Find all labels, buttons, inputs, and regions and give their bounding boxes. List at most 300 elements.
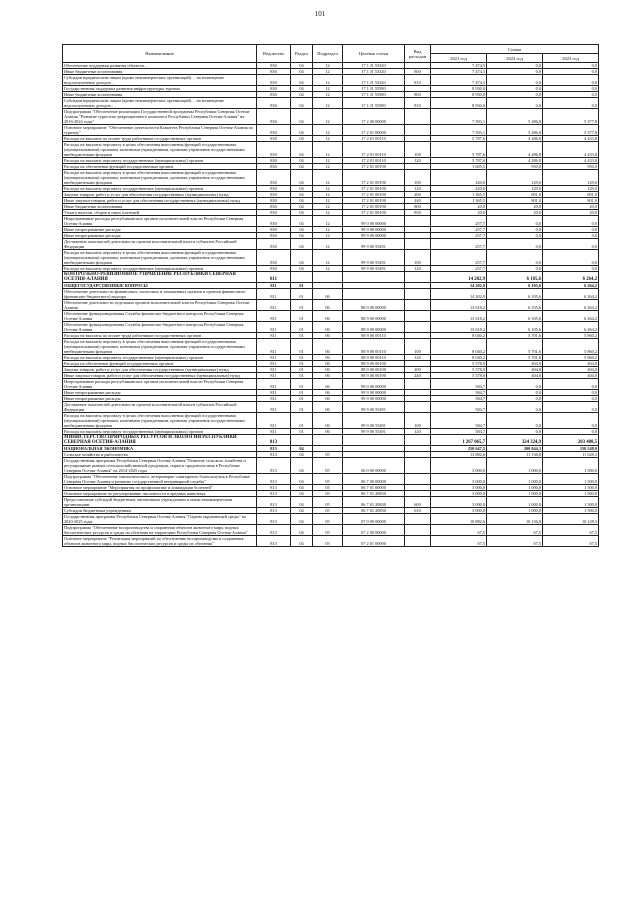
cell-amount-2: 6 105,6 [487, 283, 543, 289]
cell-amount-2: 200 044,3 [487, 446, 543, 452]
cell-podr: 05 [313, 525, 343, 536]
cell-name: Иные непрограммные расходы [63, 233, 257, 239]
cell-vr [405, 216, 431, 227]
table-row [63, 272, 599, 283]
cell-amount-1: 13 618,2 [431, 322, 487, 333]
cell-amount-1: 8 930,0 [431, 98, 487, 109]
cell-amount-1: 3 000,0 [431, 485, 487, 491]
cell-vr [405, 435, 431, 446]
cell-ved: 830 [257, 216, 291, 227]
cell-ved: 830 [257, 170, 291, 186]
cell-amount-1: 3 000,0 [431, 497, 487, 508]
cell-ved: 830 [257, 250, 291, 266]
cell-amount-3: 404,0 [543, 361, 599, 367]
cell-name: Государственная программа Республики Северная Осетия-Алания "Охрана окружающей среды" на 2020-2025 годы [63, 514, 257, 525]
cell-amount-2: 1 000,0 [487, 497, 543, 508]
cell-amount-2: 404,0 [487, 367, 543, 373]
cell-name: Иные бюджетные ассигнования [63, 92, 257, 98]
cell-name: Обеспечение поддержки развития объектов… [63, 63, 257, 69]
table-row [63, 300, 599, 311]
cell-vr [405, 311, 431, 322]
cell-vr: 120 [405, 355, 431, 361]
header-year-1: 2021 год [431, 54, 487, 63]
cell-name: Расходы на выплаты по оплате труда работников государственных органов [63, 136, 257, 142]
cell-vr: 100 [405, 413, 431, 429]
cell-vr [405, 379, 431, 390]
cell-vr: 240 [405, 198, 431, 204]
cell-amount-1: 5 787,6 [431, 136, 487, 142]
cell-razd: 04 [291, 452, 313, 458]
cell-amount-1: 1 605,5 [431, 164, 487, 170]
cell-cs: 17 2 00 00000 [343, 109, 405, 125]
cell-vr: 800 [405, 204, 431, 210]
cell-name: Субсидии юридическим лицам (кроме некоммерческих организаций)… на возмещение недополученных доходов… [63, 98, 257, 109]
cell-amount-3: 0,0 [543, 92, 599, 98]
cell-amount-3: 0,0 [543, 239, 599, 250]
cell-name: Субсидии бюджетным учреждениям [63, 508, 257, 514]
cell-ved: 813 [257, 491, 291, 497]
cell-podr: 12 [313, 158, 343, 164]
cell-ved: 811 [257, 390, 291, 396]
cell-vr: 200 [405, 192, 431, 198]
cell-amount-1: 584,7 [431, 396, 487, 402]
cell-ved: 813 [257, 446, 291, 452]
cell-amount-2: 6 105,6 [487, 289, 543, 300]
cell-amount-1: 5 578,0 [431, 361, 487, 367]
cell-ved: 811 [257, 361, 291, 367]
cell-vr: 600 [405, 497, 431, 508]
cell-amount-3: 0,0 [543, 413, 599, 429]
cell-ved: 813 [257, 514, 291, 525]
cell-cs: 17 2 01 00190 [343, 186, 405, 192]
cell-name: Иные непрограммные расходы [63, 390, 257, 396]
cell-name: Расходы на обеспечение функций государственных органов [63, 164, 257, 170]
cell-cs: 06 7 01 20830 [343, 508, 405, 514]
cell-amount-2: 5 286,8 [487, 125, 543, 136]
cell-amount-3: 1 500,0 [543, 474, 599, 485]
cell-amount-3: 0,0 [543, 250, 599, 266]
cell-cs: 06 0 00 00000 [343, 458, 405, 474]
header-podr: Подраздел [313, 45, 343, 63]
cell-podr: 12 [313, 125, 343, 136]
cell-ved: 830 [257, 204, 291, 210]
cell-razd: 04 [291, 198, 313, 204]
table-row [63, 536, 599, 547]
header-year-2: 2022 год [487, 54, 543, 63]
cell-podr: 12 [313, 210, 343, 216]
cell-amount-3: 6 264,2 [543, 311, 599, 322]
cell-cs: 07 2 00 00000 [343, 525, 405, 536]
cell-ved: 813 [257, 458, 291, 474]
cell-podr: 12 [313, 216, 343, 227]
cell-name: Основное мероприятие "Обеспечение деятельности Комитета Республики Северная Осетия-Алания по туризму" [63, 125, 257, 136]
cell-vr: 800 [405, 92, 431, 98]
cell-cs: 17 1 J1 55580 [343, 86, 405, 92]
cell-ved: 830 [257, 198, 291, 204]
cell-amount-2: 6 105,6 [487, 322, 543, 333]
header-razd: Раздел [291, 45, 313, 63]
cell-amount-3: 10 128,3 [543, 514, 599, 525]
table-row [63, 525, 599, 536]
cell-ved: 811 [257, 402, 291, 413]
cell-cs: 99 9 00 55491 [343, 239, 405, 250]
cell-amount-1: 7 474,5 [431, 63, 487, 69]
cell-amount-2: 0,0 [487, 86, 543, 92]
cell-amount-2: 6 105,6 [487, 311, 543, 322]
cell-amount-3: 0,0 [543, 396, 599, 402]
cell-amount-1: 13 618,2 [431, 300, 487, 311]
cell-amount-3: 67,5 [543, 525, 599, 536]
cell-name: Непрограммные расходы республиканских органов исполнительной власти Республики Северная Осетия-Алания [63, 216, 257, 227]
cell-razd: 04 [291, 458, 313, 474]
cell-name: Субсидии юридическим лицам (кроме некоммерческих организаций)… на возмещение недополученных доходов… [63, 75, 257, 86]
cell-amount-3: 404,0 [543, 367, 599, 373]
cell-amount-3: 5 377,8 [543, 109, 599, 125]
cell-amount-1: 5 787,6 [431, 142, 487, 158]
cell-cs: 17 1 J1 55580 [343, 92, 405, 98]
cell-name: Подпрограмма "Обеспечение реализации Государственной программы Республики Северная Осетия-Алания "Развитие туристско-рекреационного комплекса Республики Северная Осетия-Алания" на 2016-2024 годы" [63, 109, 257, 125]
cell-vr: 120 [405, 158, 431, 164]
cell-vr [405, 272, 431, 283]
cell-amount-1: 1 365,5 [431, 192, 487, 198]
cell-amount-1: 257,7 [431, 227, 487, 233]
cell-amount-1: 20,0 [431, 210, 487, 216]
cell-vr: 240 [405, 373, 431, 379]
cell-ved: 811 [257, 311, 291, 322]
cell-name: Достижение показателей деятельности органов исполнительной власти субъектов Российской Федерации [63, 239, 257, 250]
cell-razd: 01 [291, 355, 313, 361]
cell-ved: 830 [257, 109, 291, 125]
cell-amount-1: 5 578,0 [431, 373, 487, 379]
cell-amount-1: 250 647,5 [431, 446, 487, 452]
cell-amount-3: 11 628,3 [543, 452, 599, 458]
cell-amount-3: 1 500,0 [543, 458, 599, 474]
cell-amount-3: 404,0 [543, 373, 599, 379]
cell-amount-1: 257,7 [431, 216, 487, 227]
cell-amount-2: 4 286,8 [487, 136, 543, 142]
table-row [63, 322, 599, 333]
cell-cs [343, 272, 405, 283]
cell-amount-2: 0,0 [487, 239, 543, 250]
cell-vr [405, 239, 431, 250]
table-row [63, 435, 599, 446]
cell-cs: 17 1 J1 53320 [343, 75, 405, 86]
cell-amount-1: 7 474,5 [431, 69, 487, 75]
cell-amount-3: 6 264,2 [543, 272, 599, 283]
cell-razd: 01 [291, 413, 313, 429]
table-row [63, 289, 599, 300]
cell-amount-2: 801,0 [487, 198, 543, 204]
cell-podr: 06 [313, 289, 343, 300]
cell-razd: 04 [291, 125, 313, 136]
cell-vr: 100 [405, 339, 431, 355]
cell-cs: 17 1 J1 53320 [343, 69, 405, 75]
header-cs: Целевая статья [343, 45, 405, 63]
cell-podr: 12 [313, 227, 343, 233]
cell-podr: 06 [313, 367, 343, 373]
cell-vr: 200 [405, 367, 431, 373]
cell-ved: 811 [257, 322, 291, 333]
cell-ved: 811 [257, 429, 291, 435]
table-row [63, 413, 599, 429]
table-row [63, 379, 599, 390]
cell-amount-2: 0,0 [487, 390, 543, 396]
cell-amount-1: 3 000,0 [431, 474, 487, 485]
cell-podr: 12 [313, 69, 343, 75]
table-row [63, 98, 599, 109]
cell-ved: 830 [257, 98, 291, 109]
cell-amount-3: 1 500,0 [543, 485, 599, 491]
cell-ved: 830 [257, 125, 291, 136]
cell-podr: 06 [313, 373, 343, 379]
cell-cs: 88 9 00 00190 [343, 367, 405, 373]
cell-name: Непрограммные расходы республиканских органов исполнительной власти Республики Северная Осетия-Алания [63, 379, 257, 390]
cell-razd: 04 [291, 485, 313, 491]
cell-amount-3: 4 433,8 [543, 136, 599, 142]
cell-ved: 811 [257, 413, 291, 429]
cell-podr: 06 [313, 333, 343, 339]
cell-ved: 830 [257, 158, 291, 164]
cell-cs: 99 9 00 55491 [343, 266, 405, 272]
cell-name: Основное мероприятие "Реализация мероприятий по обеспечению воспроизводства и сохранения объектов животного мира, водных биологических ресурсов и среды их обитания" [63, 536, 257, 547]
cell-cs: 99 0 00 00000 [343, 379, 405, 390]
cell-amount-3: 1 500,0 [543, 491, 599, 497]
cell-amount-2: 129,0 [487, 170, 543, 186]
cell-name: Иные закупки товаров, работ и услуг для обеспечения государственных (муниципальных) нужд [63, 198, 257, 204]
cell-vr: 810 [405, 98, 431, 109]
cell-ved: 811 [257, 283, 291, 289]
cell-cs: 17 2 01 00190 [343, 210, 405, 216]
cell-amount-2: 20,0 [487, 204, 543, 210]
cell-amount-2: 6 105,6 [487, 272, 543, 283]
cell-amount-2: 0,0 [487, 69, 543, 75]
cell-cs: 06 7 00 00000 [343, 474, 405, 485]
cell-name: МИНИСТЕРСТВО ПРИРОДНЫХ РЕСУРСОВ И ЭКОЛОГИИ РЕСПУБЛИКИ СЕВЕРНАЯ ОСЕТИЯ-АЛАНИЯ [63, 435, 257, 446]
cell-amount-3: 5 860,2 [543, 339, 599, 355]
cell-name: Расходы на выплаты персоналу в целях обеспечения выполнения функций государственными (муниципальными) органами, казенными учреждениями, органами управления государственными внебюджетными фондами [63, 250, 257, 266]
cell-amount-2: 6 105,6 [487, 300, 543, 311]
cell-name: КОНТРОЛЬНО-РЕВИЗИОННОЕ УПРАВЛЕНИЕ РЕСПУБЛИКИ СЕВЕРНАЯ ОСЕТИЯ-АЛАНИЯ [63, 272, 257, 283]
cell-cs: 07 2 01 00000 [343, 536, 405, 547]
cell-podr: 06 [313, 396, 343, 402]
cell-name: Обеспечение деятельности финансовых, налоговых и таможенных органов и органов финансового (финансово-бюджетного) надзора [63, 289, 257, 300]
cell-cs: 99 9 00 55491 [343, 402, 405, 413]
table-row [63, 170, 599, 186]
cell-razd: 04 [291, 86, 313, 92]
cell-razd: 04 [291, 164, 313, 170]
cell-amount-1: 257,7 [431, 250, 487, 266]
cell-vr [405, 536, 431, 547]
cell-amount-2: 0,0 [487, 250, 543, 266]
cell-razd: 01 [291, 402, 313, 413]
cell-ved: 813 [257, 452, 291, 458]
cell-razd: 04 [291, 69, 313, 75]
cell-amount-3: 4 433,8 [543, 158, 599, 164]
cell-amount-1: 5 578,0 [431, 367, 487, 373]
cell-podr: 06 [313, 429, 343, 435]
cell-amount-2: 0,0 [487, 266, 543, 272]
table-header [63, 45, 599, 63]
page-number: 101 [314, 10, 326, 18]
cell-razd: 04 [291, 536, 313, 547]
cell-ved: 811 [257, 289, 291, 300]
cell-cs: 17 2 01 00000 [343, 125, 405, 136]
cell-podr: 06 [313, 413, 343, 429]
cell-razd [291, 272, 313, 283]
table-row [63, 458, 599, 474]
cell-ved: 830 [257, 239, 291, 250]
cell-amount-2: 5 286,8 [487, 109, 543, 125]
cell-amount-2: 0,0 [487, 216, 543, 227]
cell-amount-1: 13 882,6 [431, 452, 487, 458]
cell-razd: 04 [291, 233, 313, 239]
cell-amount-3: 0,0 [543, 429, 599, 435]
cell-razd: 01 [291, 311, 313, 322]
cell-amount-2: 0,0 [487, 63, 543, 69]
cell-cs: 88 9 00 00000 [343, 322, 405, 333]
cell-razd: 04 [291, 227, 313, 233]
cell-razd: 01 [291, 373, 313, 379]
cell-amount-3: 0,0 [543, 390, 599, 396]
cell-podr: 12 [313, 204, 343, 210]
cell-cs: 17 2 01 00110 [343, 158, 405, 164]
header-name: Наименование [63, 45, 257, 63]
cell-podr: 12 [313, 239, 343, 250]
table-row [63, 311, 599, 322]
cell-razd: 04 [291, 170, 313, 186]
cell-name: Расходы на выплаты по оплате труда работников государственных органов [63, 333, 257, 339]
cell-podr: 12 [313, 92, 343, 98]
cell-amount-3: 4 433,8 [543, 142, 599, 158]
cell-amount-2: 0,0 [487, 429, 543, 435]
cell-podr [313, 435, 343, 446]
cell-ved: 811 [257, 272, 291, 283]
table-body [63, 63, 599, 547]
cell-vr: 100 [405, 250, 431, 266]
cell-amount-3: 801,0 [543, 192, 599, 198]
cell-ved: 811 [257, 396, 291, 402]
cell-razd: 04 [291, 216, 313, 227]
cell-razd: 04 [291, 525, 313, 536]
cell-cs: 99 9 00 00000 [343, 233, 405, 239]
cell-razd: 04 [291, 142, 313, 158]
cell-cs: 17 2 01 00190 [343, 164, 405, 170]
cell-amount-2: 1 000,0 [487, 508, 543, 514]
cell-razd: 04 [291, 239, 313, 250]
cell-ved: 830 [257, 92, 291, 98]
cell-name: Иные закупки товаров, работ и услуг для обеспечения государственных (муниципальных) нужд [63, 373, 257, 379]
cell-name: Иные непрограммные расходы [63, 227, 257, 233]
cell-podr: 05 [313, 508, 343, 514]
cell-amount-3: 6 264,2 [543, 283, 599, 289]
cell-vr [405, 322, 431, 333]
cell-razd: 04 [291, 491, 313, 497]
cell-amount-2: 950,0 [487, 164, 543, 170]
cell-amount-2: 4 286,8 [487, 142, 543, 158]
cell-amount-1: 220,0 [431, 170, 487, 186]
cell-amount-2: 5 701,6 [487, 355, 543, 361]
cell-razd: 01 [291, 339, 313, 355]
cell-name: Расходы на выплаты персоналу в целях обеспечения выполнения функций государственными (муниципальными) органами, казенными учреждениями, органами управления государственными внебюджетными фондами [63, 170, 257, 186]
cell-amount-1: 7 393,1 [431, 125, 487, 136]
cell-name: Расходы на выплаты персоналу в целях обеспечения выполнения функций государственными (муниципальными) органами, казенными учреждениями, органами управления государственными внебюджетными фондами [63, 413, 257, 429]
cell-ved: 811 [257, 373, 291, 379]
cell-name: Обеспечение функционирования Службы финансово-бюджетного контроля Республики Северная Осетия-Алания [63, 311, 257, 322]
cell-vr: 610 [405, 508, 431, 514]
cell-vr [405, 514, 431, 525]
cell-vr: 850 [405, 210, 431, 216]
cell-cs: 17 1 J1 55580 [343, 98, 405, 109]
cell-razd: 04 [291, 92, 313, 98]
cell-amount-3: 0,0 [543, 379, 599, 390]
cell-name: Основное мероприятие "Мероприятия по профилактике и ликвидации болезней" [63, 485, 257, 491]
cell-razd: 01 [291, 367, 313, 373]
cell-ved: 811 [257, 367, 291, 373]
cell-amount-2: 0,0 [487, 92, 543, 98]
cell-cs: 06 7 01 20830 [343, 497, 405, 508]
header-year-3: 2023 год [543, 54, 599, 63]
cell-amount-1: 20,0 [431, 204, 487, 210]
cell-cs [343, 435, 405, 446]
cell-amount-3: 5 860,2 [543, 355, 599, 361]
cell-amount-3: 6 264,2 [543, 322, 599, 333]
cell-amount-1: 3 000,0 [431, 508, 487, 514]
cell-podr: 05 [313, 458, 343, 474]
cell-amount-3: 0,0 [543, 233, 599, 239]
cell-cs: 17 2 01 00110 [343, 136, 405, 142]
cell-amount-3: 150 548,0 [543, 446, 599, 452]
cell-amount-3: 0,0 [543, 402, 599, 413]
cell-name: Государственная поддержка развития инфраструктуры туризма [63, 86, 257, 92]
cell-amount-1: 67,5 [431, 536, 487, 547]
table-row [63, 75, 599, 86]
cell-amount-3: 0,0 [543, 227, 599, 233]
cell-amount-2: 5 701,6 [487, 339, 543, 355]
cell-name: Закупка товаров, работ и услуг для обеспечения государственных (муниципальных) нужд [63, 367, 257, 373]
table-row [63, 142, 599, 158]
cell-amount-2: 0,0 [487, 227, 543, 233]
cell-razd: 01 [291, 300, 313, 311]
cell-ved: 830 [257, 164, 291, 170]
cell-podr: 06 [313, 379, 343, 390]
cell-razd: 04 [291, 186, 313, 192]
cell-razd: 01 [291, 429, 313, 435]
cell-podr: 05 [313, 485, 343, 491]
cell-amount-3: 5 377,8 [543, 125, 599, 136]
cell-vr [405, 474, 431, 485]
cell-amount-1: 67,5 [431, 525, 487, 536]
cell-ved: 811 [257, 379, 291, 390]
cell-name: Подпрограмма "Обеспечение эпизоотического, ветеринарно-санитарного благополучия в Республике Северная Осетия-Алания и развитие государственной ветеринарной службы" [63, 474, 257, 485]
cell-amount-1: 257,7 [431, 239, 487, 250]
cell-amount-1: 10 882,6 [431, 514, 487, 525]
cell-amount-1: 8 040,2 [431, 355, 487, 361]
cell-podr: 12 [313, 63, 343, 69]
table-row [63, 125, 599, 136]
cell-razd: 01 [291, 379, 313, 390]
cell-podr: 05 [313, 497, 343, 508]
cell-razd: 01 [291, 333, 313, 339]
cell-amount-1: 584,7 [431, 390, 487, 396]
cell-razd: 04 [291, 474, 313, 485]
cell-name: Иные бюджетные ассигнования [63, 204, 257, 210]
cell-amount-1: 257,7 [431, 266, 487, 272]
cell-razd: 04 [291, 508, 313, 514]
cell-podr: 12 [313, 142, 343, 158]
cell-amount-3: 0,0 [543, 86, 599, 92]
cell-cs: 88 9 00 00110 [343, 339, 405, 355]
cell-amount-2: 0,0 [487, 413, 543, 429]
